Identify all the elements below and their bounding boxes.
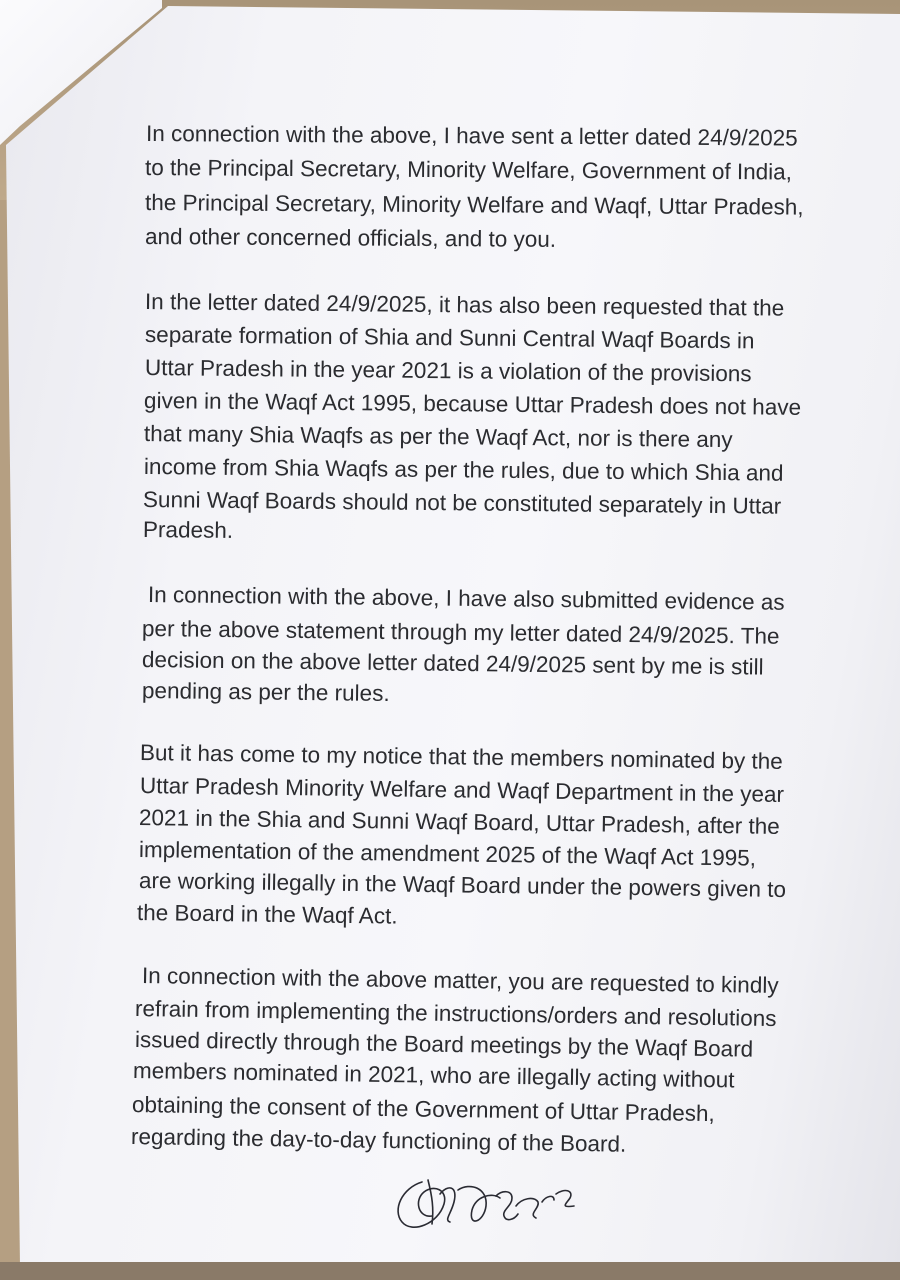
letter-line: to the Principal Secretary, Minority Welfare, Government of India, — [144, 155, 793, 185]
letter-line: given in the Waqf Act 1995, because Uttar Pradesh does not have — [143, 388, 802, 420]
letter-line: Pradesh. — [142, 517, 234, 543]
letter-line: implementation of the amendment 2025 of the Waqf Act 1995, — [138, 837, 757, 871]
letter-line: the Principal Secretary, Minority Welfare and Waqf, Uttar Pradesh, — [144, 190, 804, 220]
letter-line: issued directly through the Board meetings by the Waqf Board — [134, 1027, 754, 1062]
letter-line: members nominated in 2021, who are illegally acting without — [132, 1058, 735, 1093]
letter-line: Sunni Waqf Boards should not be constituted separately in Uttar — [142, 487, 782, 519]
letter-line: In connection with the above, I have sent a letter dated 24/9/2025 — [145, 121, 798, 151]
letter-line: that many Shia Waqfs as per the Waqf Act, nor is there any — [143, 421, 733, 453]
letter-line: are working illegally in the Waqf Board under the powers given to — [138, 868, 787, 903]
letter-line: 2021 in the Shia and Sunni Waqf Board, Uttar Pradesh, after the — [138, 805, 780, 839]
letter-line: Uttar Pradesh Minority Welfare and Waqf Department in the year — [139, 773, 785, 807]
letter-line: income from Shia Waqfs as per the rules, due to which Shia and — [143, 454, 784, 486]
letter-line: pending as per the rules. — [141, 678, 390, 707]
letter-line: In connection with the above matter, you are requested to kindly — [141, 963, 779, 998]
letter-line: and other concerned officials, and to you. — [144, 224, 557, 252]
signature-icon — [388, 1162, 608, 1242]
letter-line: obtaining the consent of the Government of Uttar Pradesh, — [131, 1092, 715, 1127]
letter-line: In connection with the above, I have also submitted evidence as — [147, 582, 785, 615]
letter-line: But it has come to my notice that the members nominated by the — [139, 740, 783, 774]
letter-line: the Board in the Waqf Act. — [136, 900, 398, 929]
letter-line: separate formation of Shia and Sunni Central Waqf Boards in — [144, 322, 755, 354]
letter-line: refrain from implementing the instructions/orders and resolutions — [134, 996, 777, 1032]
letter-line: decision on the above letter dated 24/9/2025 sent by me is still — [141, 647, 764, 680]
letter-line: Uttar Pradesh in the year 2021 is a violation of the provisions — [144, 355, 752, 387]
letter-line: regarding the day-to-day functioning of the Board. — [130, 1124, 627, 1157]
letter-line: In the letter dated 24/9/2025, it has also been requested that the — [144, 289, 785, 321]
letter-line: per the above statement through my letter dated 24/9/2025. The — [141, 616, 780, 649]
